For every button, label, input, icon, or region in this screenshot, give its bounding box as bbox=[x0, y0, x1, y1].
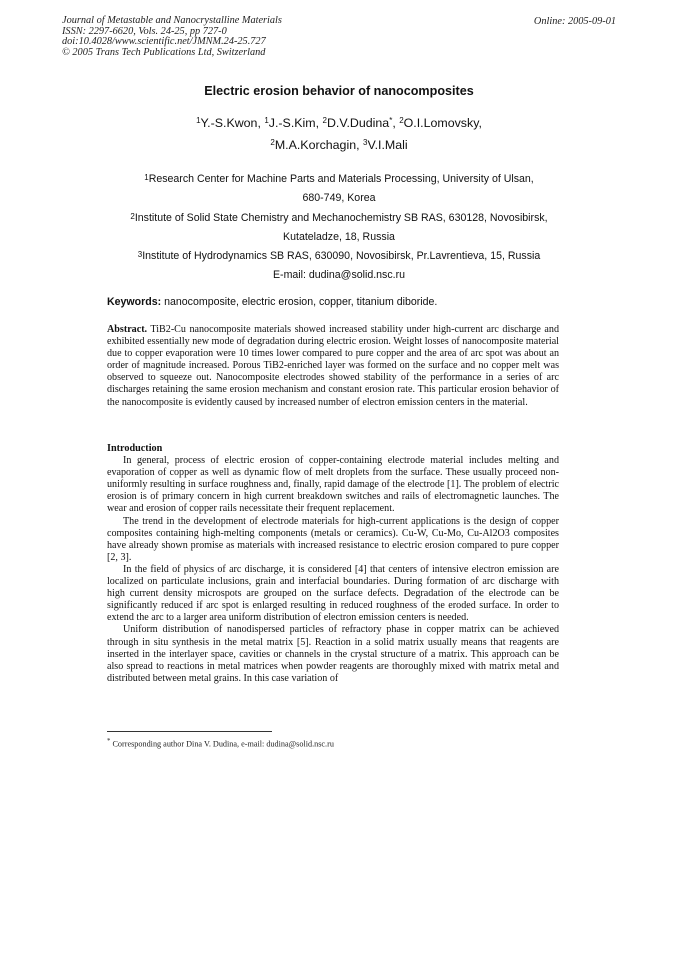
affiliation-text: Institute of Hydrodynamics SB RAS, 630090, Novosibirsk, Pr.Lavrentieva, 15, Russia bbox=[142, 250, 541, 263]
online-date: Online: 2005-09-01 bbox=[533, 16, 616, 27]
author-line-2 bbox=[0, 134, 678, 156]
author-name: O.I.Lomovsky, bbox=[403, 116, 482, 130]
affiliation-2-cont: Kutateladze, 18, Russia bbox=[283, 230, 395, 243]
journal-copyright: © 2005 Trans Tech Publications Ltd, Switzerland bbox=[62, 46, 266, 58]
affiliations bbox=[0, 170, 678, 286]
author-name: V.I.Mali bbox=[367, 138, 408, 152]
footnote-text: Corresponding author Dina V. Dudina, e-mail: dudina@solid.nsc.ru bbox=[110, 739, 334, 749]
abstract bbox=[107, 324, 559, 409]
footnote-mark: * bbox=[107, 738, 111, 745]
intro-paragraph-1: In general, process of electric erosion of copper-containing electrode material includes melting and evaporation of copper as well as dynamic flow of melt droplets from the surface. These usually proceed non-uniformly resulting in surface roughness and, finally, rapid damage of the electrode [1]. The problem of electric erosion is of primary concern in high current breakdown switches and rails of electromagnetic launches. The wear and erosion of copper rails necessitate their frequent replacement. bbox=[107, 455, 559, 515]
corresponding-mark: * bbox=[389, 116, 393, 125]
author-name: Y.-S.Kwon, bbox=[200, 116, 265, 130]
abstract-paragraph bbox=[107, 324, 559, 409]
author-sup: 1 bbox=[196, 116, 201, 125]
author-sep: , bbox=[392, 116, 400, 130]
journal-header bbox=[62, 16, 282, 58]
paper-title: Electric erosion behavior of nanocomposites bbox=[204, 84, 474, 98]
abstract-label: Abstract. bbox=[107, 324, 148, 335]
journal-doi: doi:10.4028/www.scientific.net/JMNM.24-25.727 bbox=[62, 36, 266, 48]
author-name: D.V.Dudina bbox=[326, 116, 390, 130]
author-line-1 bbox=[0, 112, 678, 134]
author-sup: 2 bbox=[399, 116, 404, 125]
affiliation-sup: 1 bbox=[144, 173, 149, 182]
intro-paragraph-2: The trend in the development of electrode materials for high-current applications is the design of copper composites containing high-melting components (metals or ceramics). Cu-W, Cu-Mo, Cu-Al2O3 composites have already shown promise as materials with increased resistance to electric erosion compared to pure copper [2, 3]. bbox=[107, 515, 559, 563]
affiliation-2 bbox=[0, 209, 678, 228]
keywords-text: nanocomposite, electric erosion, copper, titanium diboride. bbox=[161, 296, 438, 308]
intro-paragraph-4: Uniform distribution of nanodispersed particles of refractory phase in copper matrix can be achieved through in situ synthesis in the metal matrix [5]. Reaction in a solid matrix usually means that reagents are inserted in the interlayer space, cavities or channels in the crystal structure of a matrix. This approach can be also spread to reactions in metal matrices when powder reagents are thoroughly mixed with matrix metal and distributed between metal grains. In this case variation of bbox=[107, 624, 559, 684]
author-name: M.A.Korchagin, bbox=[274, 138, 363, 152]
journal-issn: ISSN: 2297-6620, Vols. 24-25, pp 727-0 bbox=[62, 25, 227, 37]
introduction-section bbox=[107, 443, 559, 685]
keywords-label: Keywords: bbox=[107, 296, 162, 308]
affiliation-sup: 2 bbox=[130, 211, 135, 221]
introduction-heading: Introduction bbox=[107, 443, 163, 454]
affiliation-1 bbox=[0, 170, 678, 189]
abstract-text: TiB2-Cu nanocomposite materials showed increased stability under high-current arc discharge and exhibited essentially new mode of degradation during electric erosion. Weight losses of nanocomposite material due to copper evaporation were 10 times lower compared to pure copper and the area of arc spot was about an order of magnitude increased. Porous TiB2-enriched layer was formed on the surface and no copper melt was observed to squeeze out. Nanocomposite electrodes showed stability of the performance in a series of arc discharges retaining the same erosion mechanism and constant erosion rate. This particular erosion behavior of the nanocomposite is evidently caused by increased number of electron emission centers in the material. bbox=[107, 324, 559, 408]
journal-name: Journal of Metastable and Nanocrystalline Materials bbox=[62, 15, 282, 26]
footnote-rule bbox=[107, 731, 272, 732]
contact-email: E-mail: dudina@solid.nsc.ru bbox=[272, 269, 406, 282]
affiliation-text: Research Center for Machine Parts and Materials Processing, University of Ulsan, bbox=[148, 173, 534, 185]
affiliation-sup: 3 bbox=[137, 250, 143, 260]
author-sup: 2 bbox=[322, 116, 327, 125]
intro-paragraph-3: In the field of physics of arc discharge, it is considered [4] that centers of intensive electron emission are localized on particulate inclusions, grain and interfacial boundaries. During formation of arc discharge with high current density microspots are grouped on the surface defects. Degradation of the electrode can be significantly reduced if arc spot is enlarged resulting in reduced roughness of the eroded surface. In order to extend the arc to a larger area uniform distribution of electron emission centers is needed. bbox=[107, 563, 559, 624]
affiliation-1-cont: 680-749, Korea bbox=[302, 192, 376, 205]
footnote bbox=[107, 738, 334, 749]
keywords bbox=[107, 296, 437, 308]
author-sup: 1 bbox=[264, 116, 269, 125]
author-sup: 3 bbox=[362, 138, 368, 147]
author-list bbox=[0, 112, 678, 156]
affiliation-text: Institute of Solid State Chemistry and Mechanochemistry SB RAS, 630128, Novosibirsk, bbox=[134, 211, 548, 224]
author-name: J.-S.Kim, bbox=[268, 116, 323, 130]
author-sup: 2 bbox=[270, 138, 275, 147]
affiliation-3 bbox=[0, 247, 678, 266]
